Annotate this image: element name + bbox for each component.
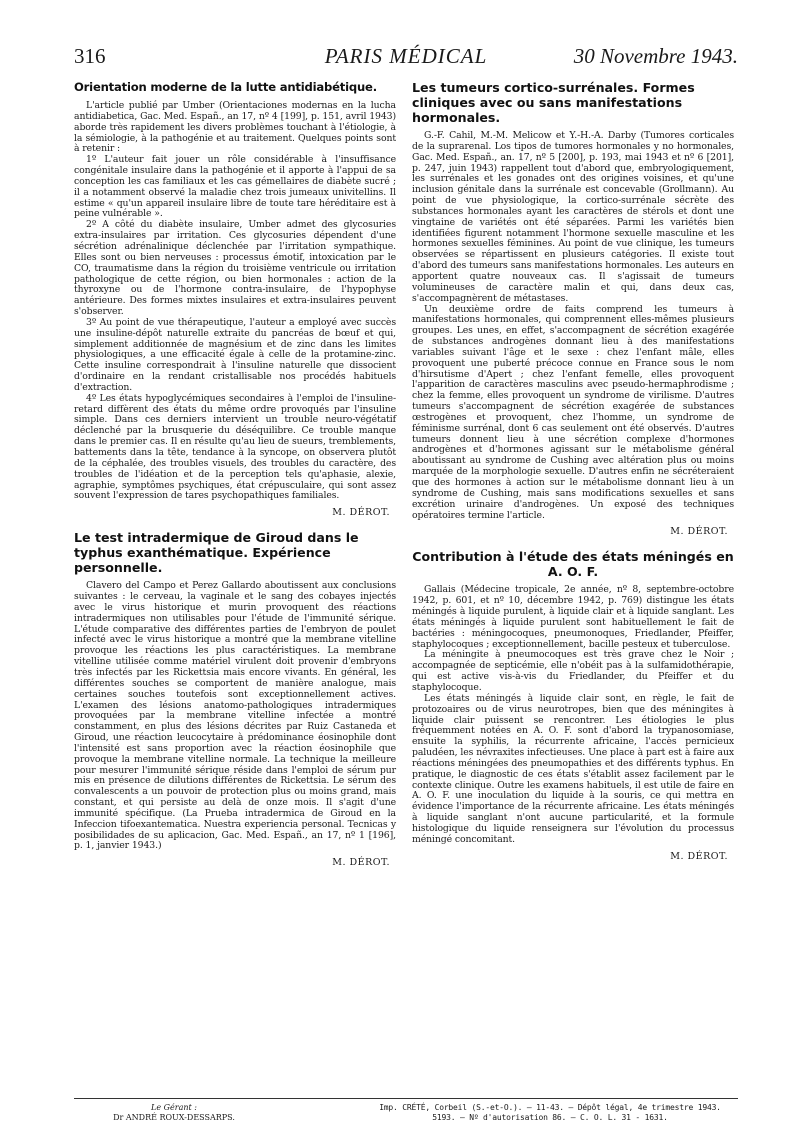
article-paragraph: 4º Les états hypoglycémiques secondaires à l'emploi de l'insuline-retard diffèrent des états du même ordre provoqués par l'insuline simple. Dans ces derniers intervient un trouble neuro-végétatif déclenché par la brusquerie du déséquilibre. Ce trouble manque dans le premier cas. Il en résulte qu'au lieu de sueurs, tremblements, battements dans la tête, tendance à la syncope, on observera plutôt de la céphalée, des troubles visuels, des troubles du caractère, des troubles de l'idéation et de la perception tels qu'aphasie, alexie, agraphie, symptômes psychiques, état crépusculaire, qui sont assez souvent l'expression de tares psychopathiques familiales. bbox=[74, 392, 396, 502]
article-paragraph: 3º Au point de vue thérapeutique, l'auteur a employé avec succès une insuline-dépôt naturelle extraite du pancréas de bœuf et qui, simplement additionnée de magnésium et de zinc dans les limites physiologiques, a une efficacité égale à celle de la protamine-zinc. Cette insuline correspondrait à l'insuline naturelle que dissocient d'ordinaire en la rendant cristallisable nos procédés habituels d'extraction. bbox=[74, 316, 396, 393]
footer-imprint bbox=[360, 1103, 740, 1123]
article-paragraph: Les états méningés à liquide clair sont, en règle, le fait de protozoaires ou de virus neurotropes, bien que des méningites à liquide clair puissent se rencontrer. Les étiologies le plus fréquemment notées en A. O. F. sont d'abord la trypanosomiase, ensuite la syphilis, la récurrente africaine, l'accès pernicieux paludéen, les névraxites infectieuses. Une place à part est à faire aux réactions méningées des pneumopathies et des différents typhus. En pratique, le diagnostic de ces états s'établit assez facilement par le contexte clinique. Outre les examens habituels, il est utile de faire en A. O. F. une inoculation du liquide à la souris, ce qui mettra en évidence l'importance de la récurrente africaine. Les états méningés à liquide sanglant n'ont aucune particularité, et la formule histologique du liquide renseignera sur l'évolution du processus méningé concomitant. bbox=[412, 692, 734, 845]
author-signature: M. DÉROT. bbox=[670, 850, 728, 862]
author-signature: M. DÉROT. bbox=[332, 507, 390, 519]
article-etats-meninges bbox=[412, 549, 734, 861]
imprint-line: 5193. — Nº d'autorisation 86. — C. O. L. 31 - 1631. bbox=[432, 1113, 668, 1122]
imprint-line: Imp. CRÉTÉ, Corbeil (S.-et-O.). — 11-43. — Dépôt légal, 4e trimestre 1943. bbox=[379, 1103, 721, 1112]
right-column bbox=[412, 80, 734, 862]
article-paragraph: 2º A côté du diabète insulaire, Umber admet des glycosuries extra-insulaires par irritation. Ces glycosuries dépendent d'une sécrétion adrénalinique déclenchée par l'irritation sympathique. Elles sont ou bien nerveuses : processus émotif, intoxication par le CO, traumatisme dans la région du troisième ventricule ou irritation pathologique de cette région, ou bien hormonales : action de la thyroxyne ou de l'hormone contra-insulaire, de l'hypophyse antérieure. Des formes mixtes insulaires et extra-insulaires peuvent s'observer. bbox=[74, 219, 396, 318]
article-paragraph: Clavero del Campo et Perez Gallardo aboutissent aux conclusions suivantes : le cerveau, la vaginale et le sang des cobayes injectés avec le virus historique et murin provoquent des réactions intradermiques non utilisables pour l'étude de l'immunité sérique. L'étude comparative des différentes parties de l'embryon de poulet infecté avec le virus historique a montré que la membrane vitelline provoque les réactions les plus caractéristiques. La membrane vitelline utilisée comme matériel virulent doit provenir d'embryons très infectés par les Rickettsia mais encore vivants. En général, les différentes souches se comportent de manière analogue, mais certaines souches toutefois sont exceptionnellement actives. L'examen des lésions anatomo-pathologiques intradermiques provoquées par la membrane vitelline infectée a montré constamment, en plus des lésions décrites par Ruiz Castaneda et Giroud, une réaction leucocytaire à prédominance éosinophile dont l'intensité est sans proportion avec la réaction éosinophile que provoque la membrane vitelline normale. La technique la meilleure pour mesurer l'immunité sérique réside dans l'emploi de sérum pur mis en présence de dilutions différentes de Rickettsia. Le sérum des convalescents a un pouvoir de protection plus ou moins grand, mais constant, et qui persiste au delà de onze mois. Il s'agit d'une immunité spécifique. (La Prueba intradermica de Giroud en la Infeccion tifoexantematica. Nuestra experiencia personal. Tecnicas y posibilidades de su aplicacion, Gac. Med. Españ., an 17, nº 1 [196], p. 1, janvier 1943.) bbox=[74, 580, 396, 852]
author-signature: M. DÉROT. bbox=[670, 526, 728, 538]
left-column bbox=[74, 80, 396, 868]
footer-gerant bbox=[74, 1103, 274, 1123]
article-title: Contribution à l'étude des états méningés en A. O. F. bbox=[412, 549, 734, 580]
article-paragraph: G.-F. Cahil, M.-M. Melicow et Y.-H.-A. Darby (Tumores corticales de la suprarenal. Los tipos de tumores hormonales y no hormonales, Gac. Med. Españ., an. 17, nº 5 [200], p. 193, mai 1943 et nº 6 [201], p. 247, juin 1943) rappellent tout d'abord que, embryologiquement, les surrénales et les gonades ont des origines voisines, et qu'une inclusion génitale dans la surrénale est concevable (Grollmann). Au point de vue physiologique, la cortico-surrénale sécrète des substances hormonales ayant les caractères de stérols et dont une vingtaine de variétés ont été séparées. Parmi les variétés bien identifiées figurent notamment l'hormone sexuelle masculine et les hormones sexuelles féminines. Au point de vue clinique, les tumeurs observées se répartissent en plusieurs catégories. Il existe tout d'abord des tumeurs sans manifestations hormonales. Les auteurs en apportent quatre nouveaux cas. Il s'agissait de tumeurs volumineuses de caractère malin et qui, dans deux cas, s'accompagnèrent de métastases. bbox=[412, 130, 734, 304]
article-separator bbox=[74, 518, 396, 530]
journal-title: PARIS MÉDICAL bbox=[324, 44, 488, 68]
article-separator bbox=[412, 537, 734, 549]
page-header bbox=[74, 44, 738, 74]
gerant-label: Le Gérant : bbox=[151, 1103, 197, 1112]
article-paragraph: L'article publié par Umber (Orientaciones modernas en la lucha antidiabetica, Gac. Med. Españ., an 17, nº 4 [199], p. 151, avril 1943) aborde très rapidement les divers problèmes touchant à l'étiologie, à la sémiologie, à la pathogénie et au traitement. Quelques points sont à retenir : bbox=[74, 100, 396, 155]
article-paragraph: 1º L'auteur fait jouer un rôle considérable à l'insuffisance congénitale insulaire dans la pathogénie et il apporte à l'appui de sa conception les cas familiaux et les cas gémellaires de diabète sucré ; il a notamment observé la maladie chez trois jumeaux univitellins. Il estime « qu'un appareil insulaire libre de toute tare héréditaire est à peine vulnérable ». bbox=[74, 154, 396, 220]
article-paragraph: Gallais (Médecine tropicale, 2e année, nº 8, septembre-octobre 1942, p. 601, et nº 10, décembre 1942, p. 769) distingue les états méningés à liquide purulent, à liquide clair et à liquide sanglant. Les états méningés à liquide purulent sont habituellement le fait de bactéries : méningocoques, pneumonoques, Friedlander, Pfeiffer, staphylocoques ; exceptionnellement, bacille pesteux et tuberculose. bbox=[412, 584, 734, 650]
article-paragraph: La méningite à pneumocoques est très grave chez le Noir ; accompagnée de septicémie, elle n'obéit pas à la sulfamidothérapie, qui est active vis-à-vis du Friedlander, du Pfeiffer et du staphylocoque. bbox=[412, 649, 734, 693]
issue-date: 30 Novembre 1943. bbox=[573, 44, 738, 68]
article-cortico-surrenal bbox=[412, 80, 734, 537]
article-antidiabetic bbox=[74, 80, 396, 518]
article-title: Les tumeurs cortico-surrénales. Formes cliniques avec ou sans manifestations hormonales. bbox=[412, 80, 695, 125]
page-number: 316 bbox=[74, 44, 106, 68]
footer-divider bbox=[74, 1098, 738, 1099]
article-title: Orientation moderne de la lutte antidiabétique. bbox=[74, 80, 377, 94]
author-signature: M. DÉROT. bbox=[332, 857, 390, 869]
article-giroud-test bbox=[74, 530, 396, 868]
article-paragraph: Un deuxième ordre de faits comprend les tumeurs à manifestations hormonales, qui comprennent elles-mêmes plusieurs groupes. Les unes, en effet, s'accompagnent de sécrétion exagérée de substances androgènes donnant lieu à des manifestations variables suivant l'âge et le sexe : chez l'enfant mâle, elles provoquent une puberté précoce connue en France sous le nom d'hirsutisme d'Apert ; chez l'enfant femelle, elles provoquent l'apparition de caractères masculins avec pseudo-hermaphrodisme ; chez la femme, elles provoquent un syndrome de virilisme. D'autres tumeurs s'accompagnent de sécrétion exagérée de substances œstrogènes et provoquent, chez l'homme, un syndrome de féminisme surrénal, dont 6 cas seulement ont été observés. D'autres tumeurs donnent lieu à une sécrétion complexe d'hormones androgènes et d'hormones agissant sur le métabolisme général aboutissant au syndrome de Cushing avec altération plus ou moins marquée de la morphologie sexuelle. D'autres enfin ne sécréteraient que des hormones à action sur le métabolisme donnant lieu à un syndrome de Cushing, mais sans modifications sexuelles et sans excrétion urinaire d'androgènes. Un exposé des techniques opératoires termine l'article. bbox=[412, 303, 734, 521]
article-title: Le test intradermique de Giroud dans le typhus exanthématique. Expérience personnelle. bbox=[74, 530, 359, 576]
gerant-name: Dr ANDRÉ ROUX-DESSARPS. bbox=[113, 1113, 235, 1122]
